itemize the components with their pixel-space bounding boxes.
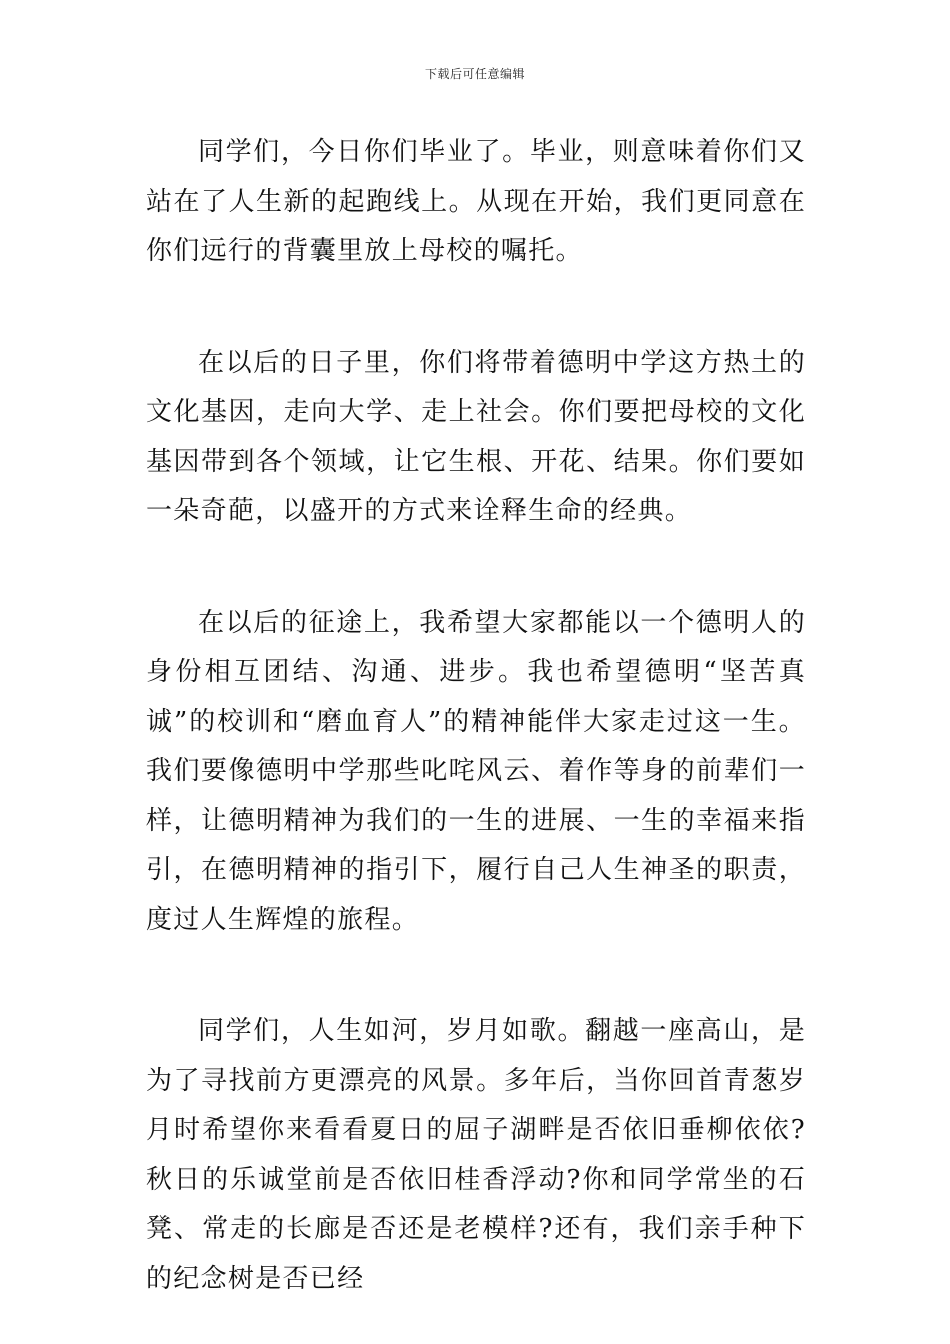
paragraph-2: 在以后的日子里，你们将带着德明中学这方热土的文化基因，走向大学、走上社会。你们要把母校的文化基因带到各个领域，让它生根、开花、结果。你们要如一朵奇葩，以盛开的方式来诠释生命的经典。 [146,347,806,526]
page-header-note: 下载后可任意编辑 [424,67,525,81]
paragraph-3: 在以后的征途上，我希望大家都能以一个德明人的身份相互团结、沟通、进步。我也希望德明“坚苦真诚”的校训和“磨血育人”的精神能伴大家走过这一生。我们要像德明中学那些叱咤风云、着作等身的前辈们一样，让德明精神为我们的一生的进展、一生的幸福来指引，在德明精神的指引下，履行自己人生神圣的职责，度过人生辉煌的旅程。 [146,607,806,935]
document-body [146,128,806,1304]
paragraph-4: 同学们，人生如河，岁月如歌。翻越一座高山，是为了寻找前方更漂亮的风景。多年后，当你回首青葱岁月时希望你来看看夏日的屈子湖畔是否依旧垂柳依依?秋日的乐诚堂前是否依旧桂香浮动?你和同学常坐的石凳、常走的长廊是否还是老模样?还有，我们亲手种下的纪念树是否已经 [146,1016,806,1294]
paragraph-1: 同学们，今日你们毕业了。毕业，则意味着你们又站在了人生新的起跑线上。从现在开始，我们更同意在你们远行的背囊里放上母校的嘱托。 [146,137,806,266]
